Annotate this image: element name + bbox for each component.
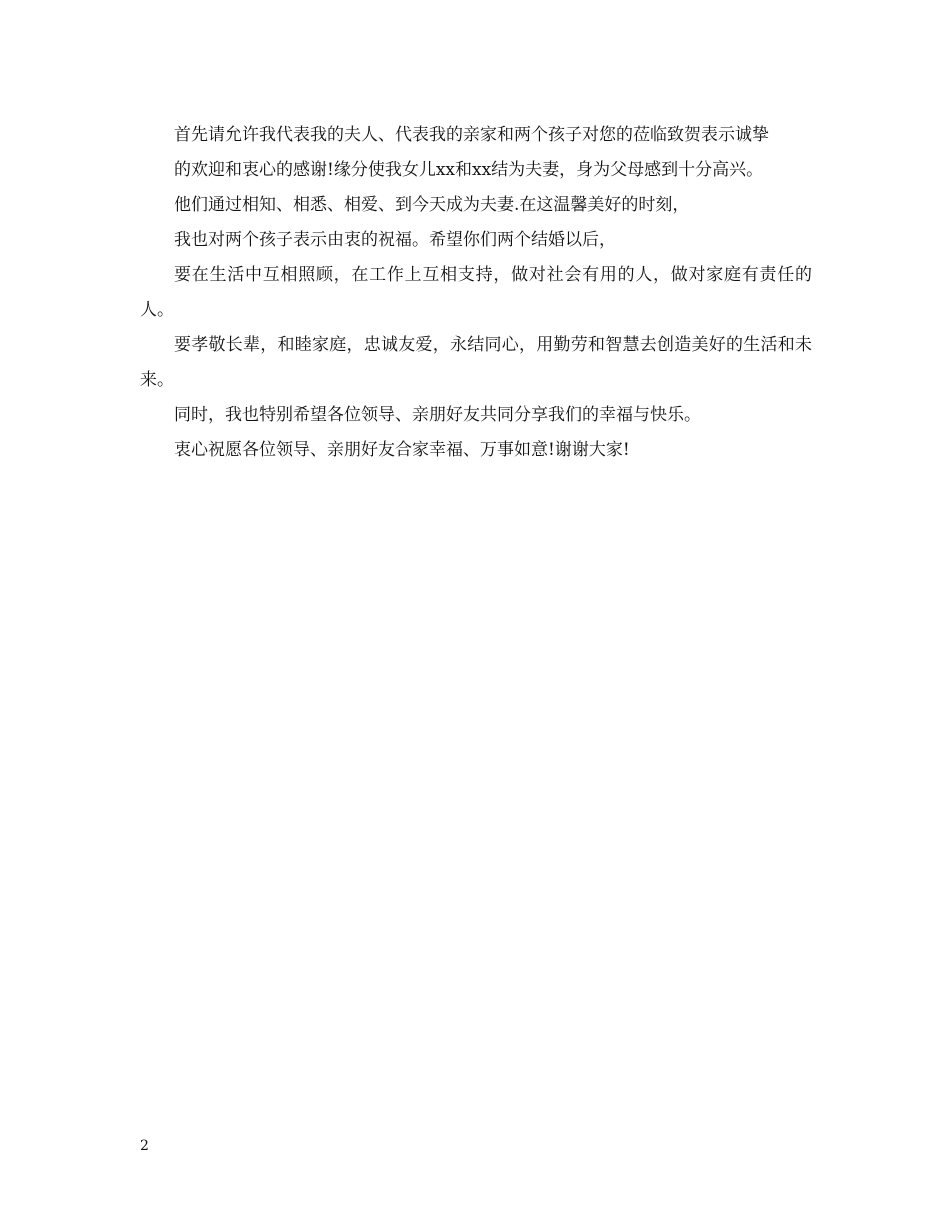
paragraph: 同时，我也特别希望各位领导、亲朋好友共同分享我们的幸福与快乐。 <box>174 405 701 425</box>
paragraph: 的欢迎和衷心的感谢!缘分使我女儿xx和xx结为夫妻，身为父母感到十分高兴。 <box>174 160 764 180</box>
paragraph: 他们通过相知、相悉、相爱、到今天成为夫妻.在这温馨美好的时刻， <box>174 195 690 215</box>
paragraph: 要孝敬长辈，和睦家庭，忠诚友爱，永结同心，用勤劳和智慧去创造美好的生活和未来。 <box>140 335 812 390</box>
paragraph: 首先请允许我代表我的夫人、代表我的亲家和两个孩子对您的莅临致贺表示诚挚 <box>174 125 769 145</box>
paragraph: 我也对两个孩子表示由衷的祝福。希望你们两个结婚以后， <box>174 230 616 250</box>
paragraph: 要在生活中互相照顾，在工作上互相支持，做对社会有用的人，做对家庭有责任的人。 <box>140 265 812 320</box>
paragraph: 衷心祝愿各位领导、亲朋好友合家幸福、万事如意!谢谢大家! <box>174 440 630 460</box>
page-number: 2 <box>140 1138 149 1154</box>
body-text <box>140 118 812 468</box>
